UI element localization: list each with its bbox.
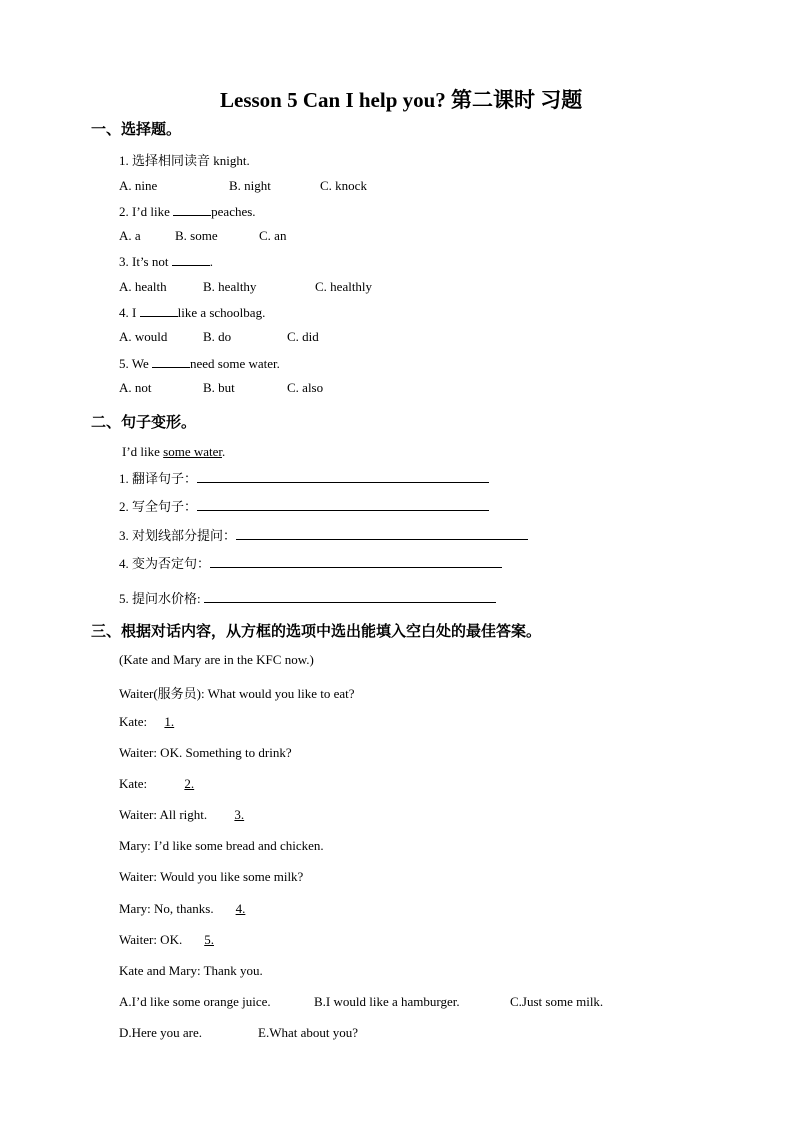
option-b: B. night — [229, 178, 271, 193]
transform-item-4 — [119, 553, 502, 572]
dialogue-text: Kate: — [119, 776, 151, 791]
option-c: C. did — [287, 329, 319, 344]
dialogue-line-6 — [119, 838, 324, 854]
sentence-prefix: I’d like — [122, 444, 164, 459]
answer-line[interactable] — [236, 527, 528, 540]
option-a: A. not — [119, 380, 152, 395]
answer-line[interactable] — [204, 590, 496, 603]
dialogue-line-4 — [119, 776, 194, 792]
option-a: A. a — [119, 228, 141, 243]
question-2-stem — [119, 203, 256, 220]
question-2-options — [119, 228, 286, 244]
question-stem-text: 4. I — [119, 305, 140, 320]
answer-option-d: D.Here you are. — [119, 1025, 203, 1040]
option-c: C. healthly — [315, 279, 373, 294]
question-stem-text: peaches. — [211, 204, 256, 219]
question-3-options — [119, 279, 372, 295]
question-4-options — [119, 329, 319, 345]
option-c: C. also — [287, 380, 324, 395]
transform-item-3 — [119, 525, 528, 544]
answer-line[interactable] — [197, 498, 489, 511]
dialogue-text: Waiter(服务员): What would you like to eat? — [119, 686, 355, 701]
dialogue-blank[interactable]: 4. — [235, 901, 246, 916]
dialogue-text: Waiter: OK. — [119, 932, 183, 947]
section3-heading: 三、根据对话内容，从方框的选项中选出能填入空白处的最佳答案。 — [91, 624, 542, 640]
dialogue-line-9 — [119, 932, 214, 948]
answer-blank[interactable] — [173, 203, 211, 216]
sentence-underlined: some water — [163, 444, 222, 459]
transform-label: 1. 翻译句子： — [119, 471, 198, 486]
option-b: B. but — [203, 380, 235, 395]
dialogue-text: Waiter: Would you like some milk? — [119, 869, 304, 884]
dialogue-line-1 — [119, 683, 355, 702]
dialogue-blank[interactable]: 1. — [164, 714, 175, 729]
question-stem-text: like a schoolbag. — [177, 305, 266, 320]
transform-item-2 — [119, 496, 489, 515]
answer-blank[interactable] — [140, 304, 178, 317]
answer-option-a: A.I’d like some orange juice. — [119, 994, 271, 1009]
question-stem-text: 1. 选择相同读音 knight. — [119, 153, 250, 168]
dialogue-line-8 — [119, 901, 245, 917]
question-5-options — [119, 380, 323, 396]
answer-line[interactable] — [197, 470, 489, 483]
dialogue-context: (Kate and Mary are in the KFC now.) — [119, 652, 314, 667]
option-b: B. do — [203, 329, 232, 344]
dialogue-line-5 — [119, 807, 244, 823]
option-c: C. knock — [320, 178, 367, 193]
dialogue-text: Mary: No, thanks. — [119, 901, 214, 916]
dialogue-blank[interactable]: 3. — [234, 807, 245, 822]
question-3-stem — [119, 253, 213, 270]
section1-heading: 一、选择题。 — [91, 122, 182, 138]
dialogue-blank[interactable]: 2. — [184, 776, 195, 791]
dialogue-line-7 — [119, 869, 303, 885]
question-1-options — [119, 178, 367, 194]
option-b: B. healthy — [203, 279, 257, 294]
answer-option-b: B.I would like a hamburger. — [314, 994, 460, 1009]
answer-options-row-2 — [119, 1025, 358, 1041]
option-c: C. an — [259, 228, 287, 243]
dialogue-text: Waiter: OK. Something to drink? — [119, 745, 292, 760]
question-stem-text: need some water. — [190, 356, 280, 371]
question-stem-text: . — [209, 254, 213, 269]
answer-blank[interactable] — [172, 253, 210, 266]
transform-item-5 — [119, 588, 496, 607]
question-stem-text: 5. We — [119, 356, 153, 371]
transform-label: 4. 变为否定句： — [119, 556, 211, 571]
question-stem-text: 2. I’d like — [119, 204, 174, 219]
question-1-stem — [119, 150, 250, 169]
base-sentence — [122, 444, 225, 460]
answer-options-row-1 — [119, 994, 603, 1010]
dialogue-text: Kate: — [119, 714, 151, 729]
dialogue-line-2 — [119, 714, 174, 730]
answer-blank[interactable] — [152, 355, 190, 368]
transform-item-1 — [119, 468, 489, 487]
option-a: A. would — [119, 329, 168, 344]
dialogue-line-3 — [119, 745, 292, 761]
transform-label: 3. 对划线部分提问： — [119, 528, 237, 543]
answer-option-e: E.What about you? — [258, 1025, 358, 1040]
transform-label: 2. 写全句子： — [119, 499, 198, 514]
dialogue-text: Kate and Mary: Thank you. — [119, 963, 263, 978]
option-a: A. nine — [119, 178, 158, 193]
section2-heading: 二、句子变形。 — [91, 415, 197, 431]
transform-label: 5. 提问水价格: — [119, 591, 204, 606]
sentence-suffix: . — [222, 444, 226, 459]
answer-option-c: C.Just some milk. — [510, 994, 604, 1009]
option-a: A. health — [119, 279, 167, 294]
question-4-stem — [119, 304, 265, 321]
dialogue-text: Mary: I’d like some bread and chicken. — [119, 838, 324, 853]
dialogue-text: Waiter: All right. — [119, 807, 211, 822]
question-stem-text: 3. It’s not — [119, 254, 172, 269]
answer-line[interactable] — [210, 555, 502, 568]
question-5-stem — [119, 355, 280, 372]
page-title: Lesson 5 Can I help you? 第二课时 习题 — [220, 88, 583, 112]
dialogue-blank[interactable]: 5. — [204, 932, 214, 947]
option-b: B. some — [175, 228, 218, 243]
dialogue-line-10 — [119, 963, 263, 979]
